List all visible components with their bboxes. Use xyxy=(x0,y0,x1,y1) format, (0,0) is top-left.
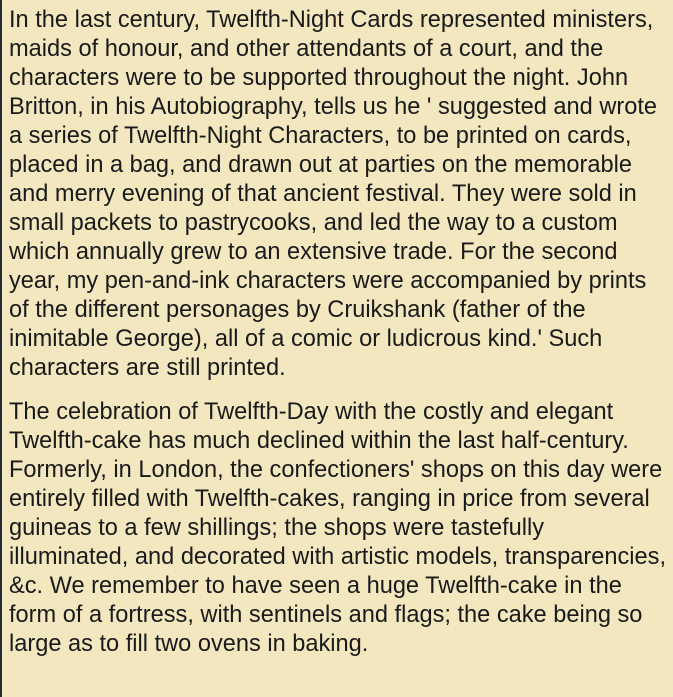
paragraph-twelfth-cake: The celebration of Twelfth-Day with the costly and elegant Twelfth-cake has much declined within the last half-century. Formerly, in London, the confectioners' shops on this day were entirely filled with Twelfth-cakes, ranging in price from several guineas to a few shillings; the shops were tastefully illuminated, and decorated with artistic models, transparencies, &c. We remember to have seen a huge Twelfth-cake in the form of a fortress, with sentinels and flags; the cake being so large as to fill two ovens in baking. xyxy=(9,399,667,657)
paragraph-twelfth-night-cards: In the last century, Twelfth-Night Cards represented ministers, maids of honour, and other attendants of a court, and the characters were to be supported throughout the night. John Britton, in his Autobiography, tells us he ' suggested and wrote a series of Twelfth-Night Characters, to be printed on cards, placed in a bag, and drawn out at parties on the memorable and merry evening of that ancient festival. They were sold in small packets to pastrycooks, and led the way to a custom which annually grew to an extensive trade. For the second year, my pen-and-ink characters were accompanied by prints of the different personages by Cruikshank (father of the inimitable George), all of a comic or ludicrous kind.' Such characters are still printed. xyxy=(9,7,658,381)
